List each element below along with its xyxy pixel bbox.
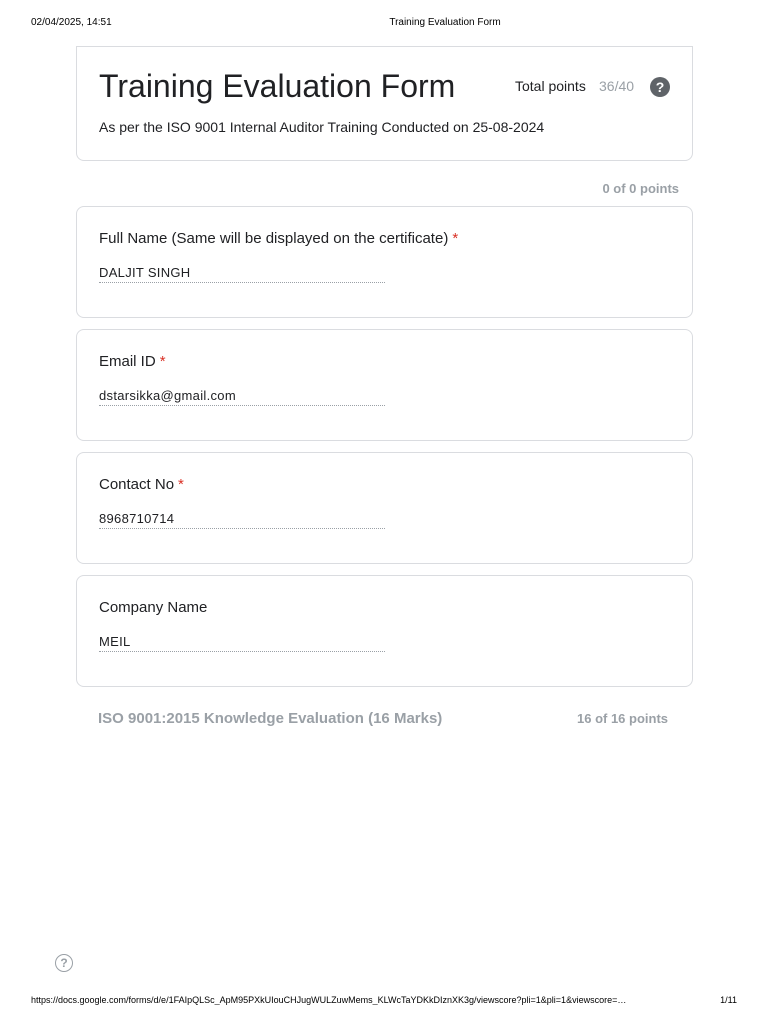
- required-asterisk: *: [178, 476, 184, 493]
- form-description: As per the ISO 9001 Internal Auditor Training Conducted on 25-08-2024: [99, 119, 545, 135]
- question-text: Email ID: [99, 353, 156, 370]
- form-title: Training Evaluation Form: [99, 68, 456, 104]
- question-label: [99, 599, 207, 616]
- help-icon[interactable]: ?: [55, 954, 73, 972]
- answer-field: MEIL: [99, 634, 385, 652]
- section-score: 16 of 16 points: [577, 711, 669, 726]
- page-number: 1/11: [720, 995, 737, 1005]
- question-card-contact: [76, 452, 693, 564]
- question-card-email: [76, 329, 693, 441]
- section-title: ISO 9001:2015 Knowledge Evaluation (16 Marks): [98, 710, 443, 727]
- required-asterisk: *: [159, 353, 166, 370]
- section-points: 0 of 0 points: [602, 181, 679, 196]
- answer-field: dstarsikka@gmail.com: [99, 388, 385, 406]
- answer-field: DALJIT SINGH: [99, 265, 385, 283]
- form-header-card: [76, 46, 693, 161]
- total-points-label: Total points: [515, 78, 586, 94]
- print-timestamp: 02/04/2025, 14:51: [31, 17, 112, 28]
- required-asterisk: *: [452, 230, 459, 247]
- question-card-full-name: [76, 206, 693, 318]
- page-url: https://docs.google.com/forms/d/e/1FAIpQLSc_ApM95PXkUIouCHJugWULZuwMems_KLWcTaYDKkDIznXK3g/viewscore?pli=1&pli=1&viewscore=…: [31, 995, 627, 1005]
- question-text: Full Name (Same will be displayed on the certificate): [99, 230, 449, 247]
- question-label: [99, 476, 184, 493]
- print-title: Training Evaluation Form: [389, 17, 501, 28]
- question-text: Company Name: [99, 599, 208, 616]
- print-footer: [0, 995, 768, 1009]
- question-circle-icon[interactable]: ?: [650, 77, 670, 97]
- question-text: Contact No: [99, 476, 175, 493]
- answer-field: 8968710714: [99, 511, 385, 529]
- total-score: 36/40: [599, 78, 635, 94]
- question-label: [99, 353, 166, 370]
- print-header: [0, 17, 768, 31]
- question-label: [99, 230, 458, 247]
- question-card-company: [76, 575, 693, 687]
